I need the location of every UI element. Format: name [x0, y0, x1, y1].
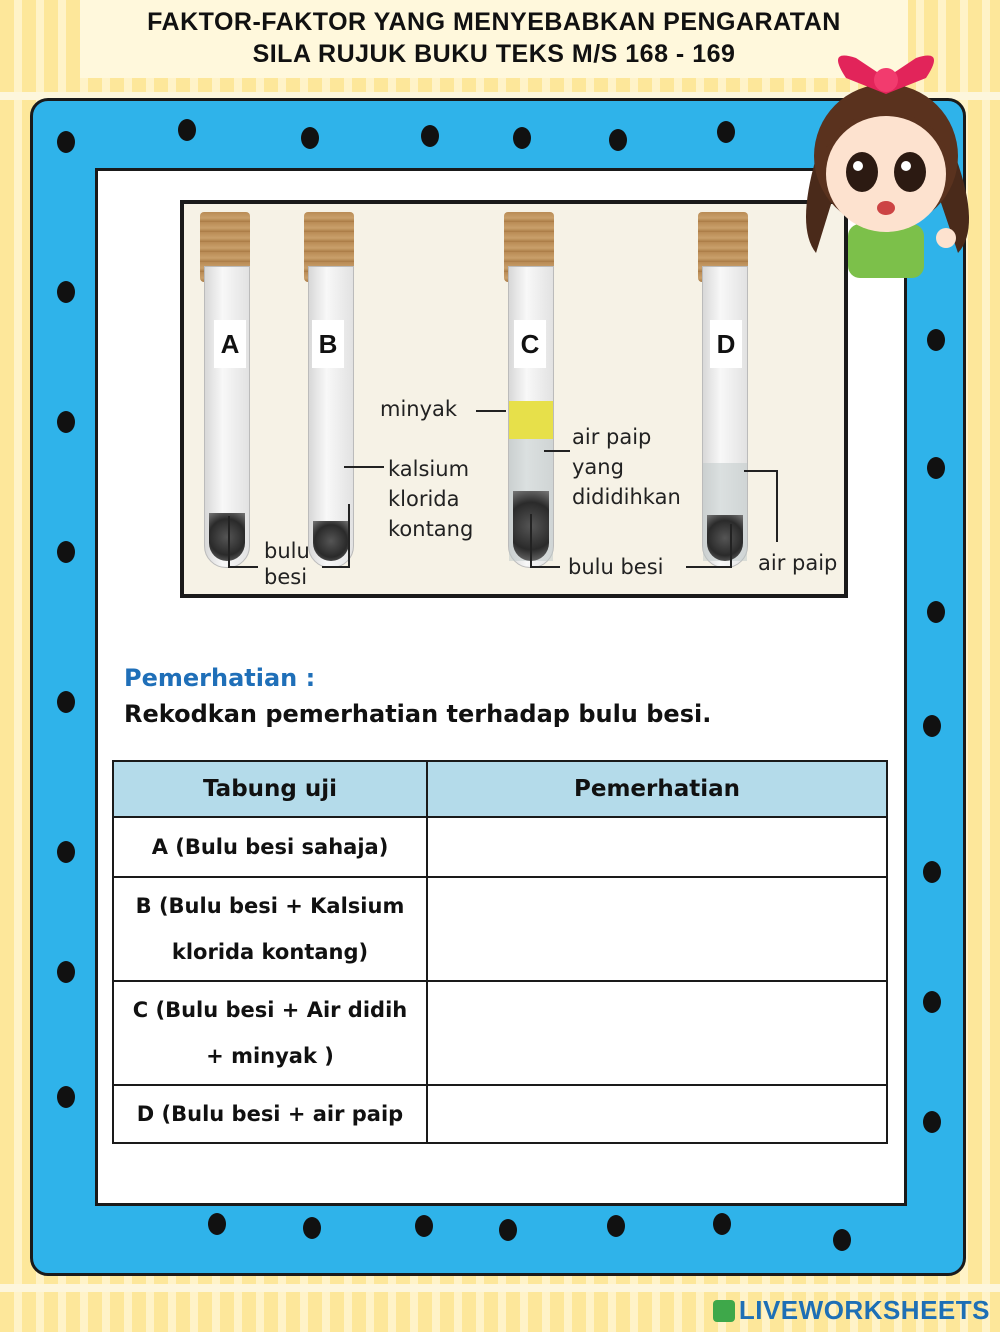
test-tube-d: [702, 266, 748, 568]
frame-dot: [923, 991, 941, 1013]
cartoon-girl-illustration: [786, 38, 986, 278]
label-line: bulu: [264, 539, 310, 563]
frame-dot: [57, 841, 75, 863]
frame-dot: [415, 1215, 433, 1237]
frame-dot: [609, 129, 627, 151]
row-label-line: D (Bulu besi + air paip: [136, 1102, 404, 1126]
tube-label-b: B: [312, 320, 344, 368]
callout-line: [228, 516, 230, 568]
answer-field-c[interactable]: [427, 981, 887, 1085]
callout-line: [228, 566, 258, 568]
frame-dot: [178, 119, 196, 141]
frame-dot: [57, 961, 75, 983]
tube-label-a: A: [214, 320, 246, 368]
frame-dot: [607, 1215, 625, 1237]
row-label-line: A (Bulu besi sahaja): [151, 835, 389, 859]
frame-dot: [923, 715, 941, 737]
frame-dot: [513, 127, 531, 149]
callout-line: [730, 524, 732, 568]
frame-dot: [923, 1111, 941, 1133]
observation-title: Pemerhatian :: [124, 664, 316, 692]
worksheet-title: FAKTOR-FAKTOR YANG MENYEBABKAN PENGARATAN: [147, 8, 841, 36]
callout-line: [348, 504, 350, 568]
label-line: air paip: [572, 425, 652, 449]
label-line: klorida: [388, 487, 460, 511]
frame-dot: [833, 1229, 851, 1251]
column-header-pemerhatian: Pemerhatian: [427, 761, 887, 817]
label-bulu-besi-right: bulu besi: [568, 555, 664, 579]
observation-table: [112, 760, 888, 1144]
table-row: [113, 817, 887, 877]
frame-dot: [927, 601, 945, 623]
row-label-line: klorida kontang): [171, 940, 369, 964]
callout-line: [344, 466, 384, 468]
row-label: [113, 981, 427, 1085]
callout-line: [544, 450, 570, 452]
callout-line: [476, 410, 506, 412]
iron-wool: [209, 513, 245, 561]
table-row: [113, 1085, 887, 1143]
oil-layer: [509, 401, 553, 439]
row-label: [113, 1085, 427, 1143]
iron-wool: [313, 521, 349, 561]
table-header-row: [113, 761, 887, 817]
frame-dot: [57, 131, 75, 153]
column-header-tabung-uji: Tabung uji: [113, 761, 427, 817]
callout-line: [530, 566, 560, 568]
answer-field-d[interactable]: [427, 1085, 887, 1143]
table-row: [113, 877, 887, 981]
frame-dot: [301, 127, 319, 149]
label-air-paip-boiled: [572, 422, 681, 512]
answer-field-b[interactable]: [427, 877, 887, 981]
row-label: [113, 817, 427, 877]
table-row: [113, 981, 887, 1085]
label-line: dididihkan: [572, 485, 681, 509]
frame-dot: [57, 541, 75, 563]
callout-line: [530, 514, 532, 568]
frame-dot: [927, 329, 945, 351]
label-line: kontang: [388, 517, 474, 541]
tube-label-d: D: [710, 320, 742, 368]
frame-dot: [57, 281, 75, 303]
callout-line: [776, 470, 778, 542]
label-minyak: minyak: [380, 397, 458, 421]
callout-line: [322, 566, 350, 568]
row-label-line: C (Bulu besi + Air didih: [132, 998, 408, 1022]
frame-dot: [927, 457, 945, 479]
brand-text: LIVEWORKSHEETS: [738, 1295, 990, 1325]
liveworksheets-logo: [713, 1295, 990, 1326]
label-kalsium-klorida: [388, 454, 473, 544]
test-tube-a: [204, 266, 250, 568]
frame-dot: [421, 125, 439, 147]
frame-dot: [208, 1213, 226, 1235]
observation-instruction: Rekodkan pemerhatian terhadap bulu besi.: [124, 700, 712, 728]
header-banner: [80, 0, 908, 78]
frame-dot: [303, 1217, 321, 1239]
row-label: [113, 877, 427, 981]
frame-dot: [923, 861, 941, 883]
callout-line: [744, 470, 778, 472]
row-label-line: + minyak ): [206, 1044, 334, 1068]
label-air-paip-d: air paip: [758, 551, 838, 575]
frame-dot: [57, 691, 75, 713]
callout-line: [686, 566, 730, 568]
frame-dot: [57, 1086, 75, 1108]
answer-field-a[interactable]: [427, 817, 887, 877]
frame-dot: [713, 1213, 731, 1235]
iron-wool: [707, 515, 743, 561]
frame-dot: [717, 121, 735, 143]
stripe-band: [0, 1284, 1000, 1292]
label-line: besi: [264, 565, 308, 589]
row-label-line: B (Bulu besi + Kalsium: [135, 894, 405, 918]
liveworksheets-logo-icon: [713, 1300, 735, 1322]
worksheet-subtitle: SILA RUJUK BUKU TEKS M/S 168 - 169: [252, 40, 736, 68]
label-bulu-besi-left: [264, 538, 310, 590]
label-line: yang: [572, 455, 624, 479]
frame-dot: [57, 411, 75, 433]
label-line: kalsium: [388, 457, 470, 481]
tube-label-c: C: [514, 320, 546, 368]
experiment-figure: [180, 200, 848, 598]
frame-dot: [499, 1219, 517, 1241]
